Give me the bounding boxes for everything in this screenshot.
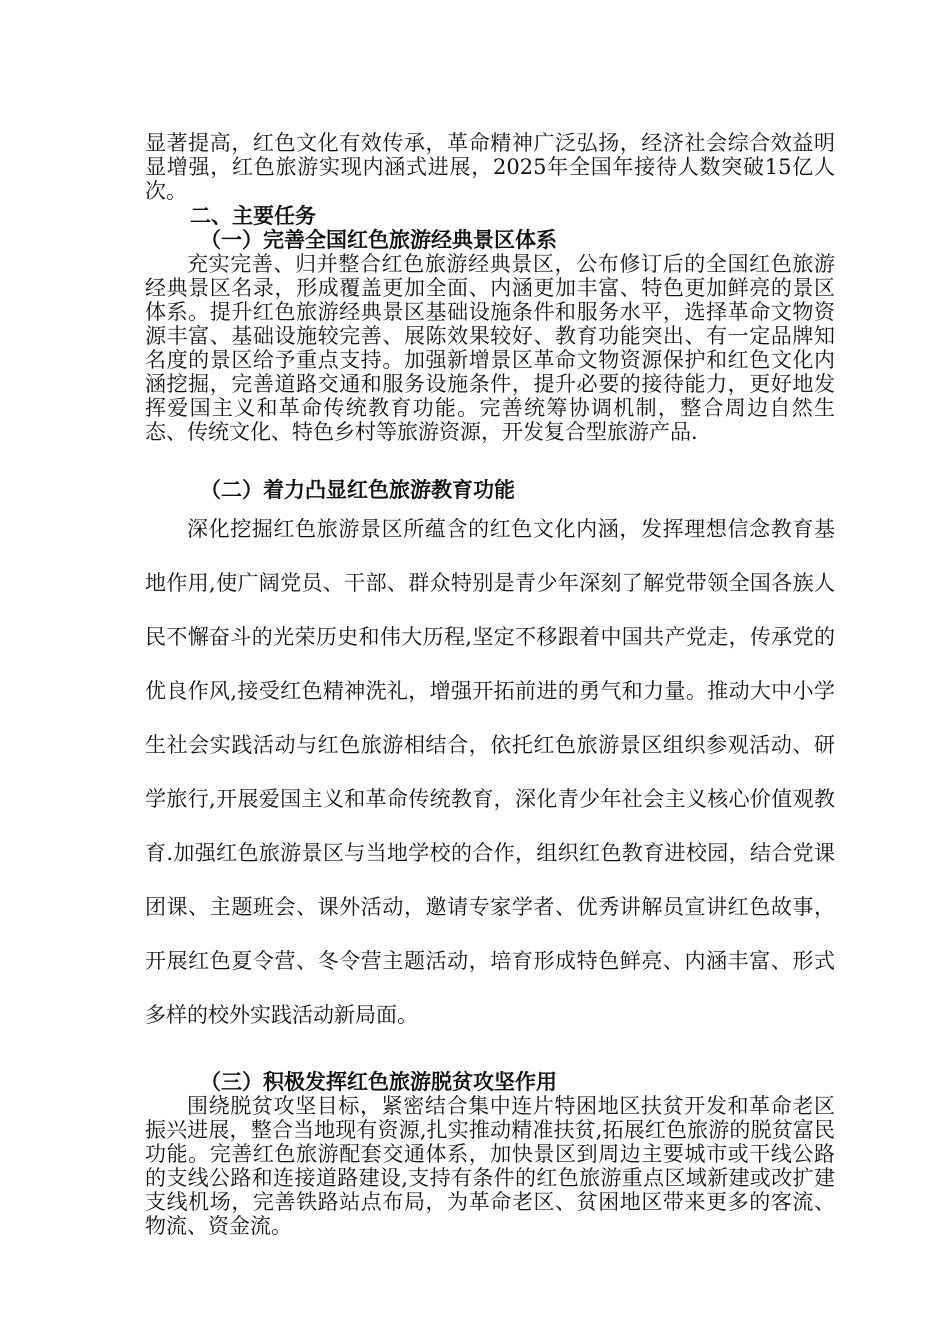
intro-paragraph: 显著提高，红色文化有效传承，革命精神广泛弘扬，经济社会综合效益明显增强，红色旅游实现内涵式进展，2025年全国年接待人数突破15亿人次。	[145, 131, 835, 203]
subsection-1-body: 充实完善、归并整合红色旅游经典景区，公布修订后的全国红色旅游经典景区名录，形成覆盖更加全面、内涵更加丰富、特色更加鲜亮的景区体系。提升红色旅游经典景区基础设施条件和服务水平，选择革命文物资源丰富、基础设施较完善、展陈效果较好、教育功能突出、有一定品牌知名度的景区给予重点支持。加强新增景区革命文物资源保护和红色文化内涵挖掘，完善道路交通和服务设施条件，提升必要的接待能力，更好地发挥爱国主义和革命传统教育功能。完善统筹协调机制，整合周边自然生态、传统文化、特色乡村等旅游资源，开发复合型旅游产品.	[145, 252, 835, 444]
subsection-1-heading: （一）完善全国红色旅游经典景区体系	[200, 227, 557, 252]
subsection-2-heading: （二）着力凸显红色旅游教育功能	[200, 477, 515, 502]
subsection-3-heading: （三）积极发挥红色旅游脱贫攻坚作用	[200, 1069, 557, 1094]
section-heading: 二、主要任务	[190, 203, 316, 228]
subsection-3-body: 围绕脱贫攻坚目标，紧密结合集中连片特困地区扶贫开发和革命老区振兴进展，整合当地现有资源,扎实推动精准扶贫,拓展红色旅游的脱贫富民功能。完善红色旅游配套交通体系，加快景区到周边主要城市或干线公路的支线公路和连接道路建设,支持有条件的红色旅游重点区域新建或改扩建支线机场，完善铁路站点布局，为革命老区、贫困地区带来更多的客流、物流、资金流。	[145, 1094, 835, 1238]
subsection-2-body: 深化挖掘红色旅游景区所蕴含的红色文化内涵，发挥理想信念教育基地作用,使广阔党员、干部、群众特别是青少年深刻了解党带领全国各族人民不懈奋斗的光荣历史和伟大历程,坚定不移跟着中国共产党走，传承党的优良作风,接受红色精神洗礼，增强开拓前进的勇气和力量。推动大中小学生社会实践活动与红色旅游相结合，依托红色旅游景区组织参观活动、研学旅行,开展爱国主义和革命传统教育，深化青少年社会主义核心价值观教育.加强红色旅游景区与当地学校的合作，组织红色教育进校园，结合党课团课、主题班会、课外活动，邀请专家学者、优秀讲解员宣讲红色故事，开展红色夏令营、冬令营主题活动，培育形成特色鲜亮、内涵丰富、形式多样的校外实践活动新局面。	[145, 517, 835, 1027]
